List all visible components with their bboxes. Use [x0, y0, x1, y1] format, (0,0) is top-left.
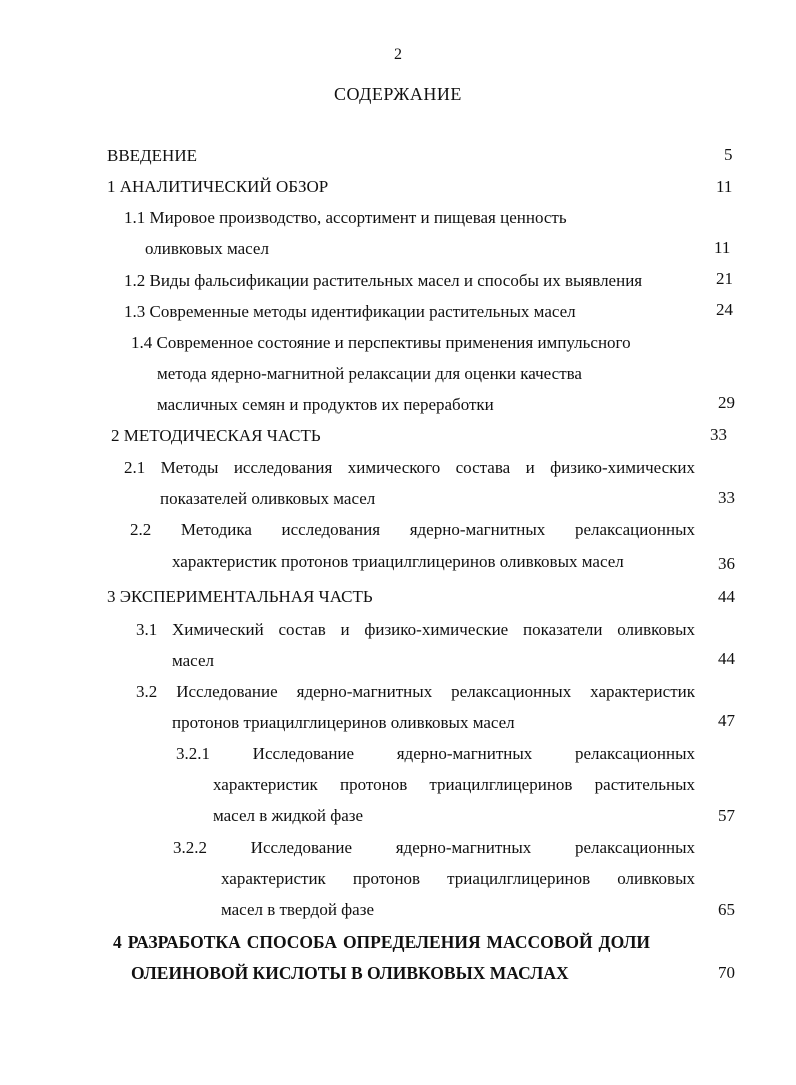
toc-entry-s1-1-line2: оливковых масел	[145, 239, 269, 258]
page-number: 2	[394, 46, 402, 63]
toc-entry-s1-4-line1: 1.4 Современное состояние и перспективы применения импульсного	[131, 333, 631, 352]
toc-entry-s2-1-line2: показателей оливковых масел	[160, 489, 376, 508]
toc-entry-s1-4-line2: метода ядерно-магнитной релаксации для оценки качества	[157, 364, 582, 383]
toc-entry-s3-2-1-line3: масел в жидкой фазе	[213, 806, 364, 825]
toc-page-s3-2-1: 57	[718, 806, 735, 825]
toc-entry-s2-1-line1: 2.1 Методы исследования химического состава и физико-химических	[124, 458, 695, 477]
toc-page-s2: 33	[710, 425, 727, 444]
toc-entry-s3-2-2-line2: характеристик протонов триацилглицеринов оливковых	[221, 869, 695, 888]
toc-page-s1-2: 21	[716, 269, 733, 288]
toc-entry-s3-2-2-line1: 3.2.2 Исследование ядерно-магнитных релаксационных	[173, 838, 695, 857]
toc-entry-s3-1-line2: масел	[172, 651, 214, 670]
toc-entry-intro: ВВЕДЕНИЕ	[107, 146, 197, 165]
toc-entry-s1-3: 1.3 Современные методы идентификации растительных масел	[124, 302, 576, 321]
toc-page-s1-1: 11	[714, 238, 731, 257]
toc-page-s1-3: 24	[716, 300, 733, 319]
toc-page-s3-1: 44	[718, 649, 735, 668]
toc-entry-s3-2-1-line2: характеристик протонов триацилглицеринов растительных	[213, 775, 695, 794]
toc-entry-s3-2-line2: протонов триацилглицеринов оливковых масел	[172, 713, 515, 732]
toc-page-s2-1: 33	[718, 488, 735, 507]
toc-entry-s2-2-line2: характеристик протонов триацилглицеринов оливковых масел	[172, 552, 624, 571]
toc-page-s2-2: 36	[718, 554, 735, 573]
toc-page-s1: 11	[716, 177, 733, 196]
toc-entry-s2: 2 МЕТОДИЧЕСКАЯ ЧАСТЬ	[111, 426, 321, 445]
toc-page-intro: 5	[724, 145, 733, 164]
toc-page-s3-2: 47	[718, 711, 735, 730]
toc-entry-s2-2-line1: 2.2 Методика исследования ядерно-магнитных релаксационных	[130, 520, 695, 539]
toc-entry-s1-4-line3: масличных семян и продуктов их переработки	[157, 395, 494, 414]
toc-entry-s3: 3 ЭКСПЕРИМЕНТАЛЬНАЯ ЧАСТЬ	[107, 587, 373, 606]
toc-entry-s4-line1: 4 РАЗРАБОТКА СПОСОБА ОПРЕДЕЛЕНИЯ МАССОВОЙ ДОЛИ	[113, 932, 650, 952]
toc-entry-s1: 1 АНАЛИТИЧЕСКИЙ ОБЗОР	[107, 177, 329, 196]
toc-entry-s3-2-1-line1: 3.2.1 Исследование ядерно-магнитных релаксационных	[176, 744, 695, 763]
toc-entry-s4-line2: ОЛЕИНОВОЙ КИСЛОТЫ В ОЛИВКОВЫХ МАСЛАХ	[131, 963, 569, 983]
toc-page-s4: 70	[718, 963, 735, 982]
toc-entry-s1-1-line1: 1.1 Мировое производство, ассортимент и пищевая ценность	[124, 208, 567, 227]
toc-page-s1-4: 29	[718, 393, 735, 412]
toc-page-s3: 44	[718, 587, 735, 606]
toc-entry-s3-2-line1: 3.2 Исследование ядерно-магнитных релаксационных характеристик	[136, 682, 695, 701]
toc-page-s3-2-2: 65	[718, 900, 735, 919]
toc-entry-s3-2-2-line3: масел в твердой фазе	[221, 900, 374, 919]
toc-entry-s1-2: 1.2 Виды фальсификации растительных масел и способы их выявления	[124, 271, 643, 290]
toc-title: СОДЕРЖАНИЕ	[334, 84, 462, 104]
toc-entry-s3-1-line1: 3.1 Химический состав и физико-химические показатели оливковых	[136, 620, 695, 639]
